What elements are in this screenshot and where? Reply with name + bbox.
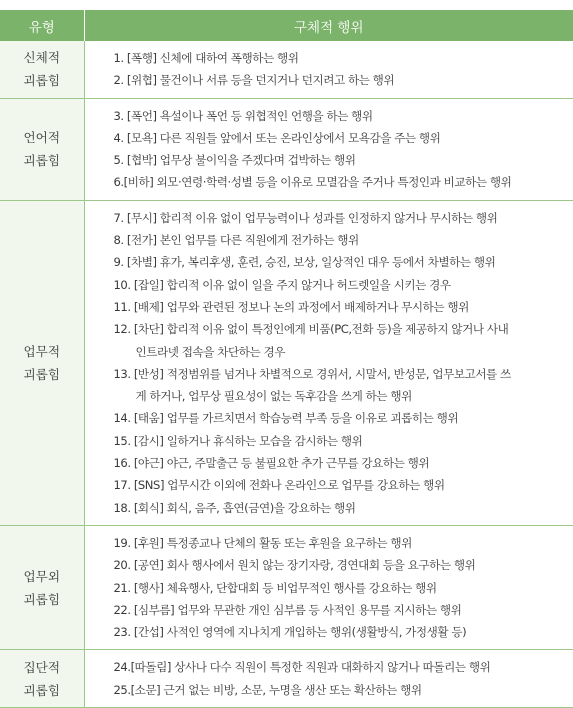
list-item: 3. [폭언] 욕설이나 폭언 등 위협적인 언행을 하는 행위 — [85, 105, 573, 127]
category-work — [0, 200, 84, 525]
list-item-continuation: 인트라넷 접속을 차단하는 경우 — [85, 341, 573, 363]
header-specific-acts: 구체적 행위 — [84, 10, 573, 41]
category-line: 괴롭힘 — [0, 679, 84, 702]
category-line: 업무외 — [0, 565, 84, 588]
list-item: 23. [간섭] 사적인 영역에 지나치게 개입하는 행위(생활방식, 가정생활 등) — [85, 621, 573, 643]
table-row — [0, 200, 573, 525]
list-item: 15. [감시] 일하거나 휴식하는 모습을 감시하는 행위 — [85, 430, 573, 452]
category-line: 신체적 — [0, 46, 84, 69]
list-item: 25.[소문] 근거 없는 비방, 소문, 누명을 생산 또는 확산하는 행위 — [85, 679, 573, 701]
header-type: 유형 — [0, 10, 84, 41]
list-item: 16. [야근] 야근, 주말출근 등 불필요한 추가 근무를 강요하는 행위 — [85, 452, 573, 474]
list-item: 2. [위협] 물건이나 서류 등을 던지거나 던지려고 하는 행위 — [85, 69, 573, 91]
category-non-work — [0, 525, 84, 649]
list-item: 24.[따돌림] 상사나 다수 직원이 특정한 직원과 대화하지 않거나 따돌리는 행위 — [85, 656, 573, 678]
items-non-work — [84, 525, 573, 649]
list-item: 18. [회식] 회식, 음주, 흡연(금연)을 강요하는 행위 — [85, 497, 573, 519]
list-item: 13. [반성] 적정범위를 넘거나 차별적으로 경위서, 시말서, 반성문, 업무보고서를 쓰 — [85, 363, 573, 385]
list-item: 9. [차별] 휴가, 복리후생, 훈련, 승진, 보상, 일상적인 대우 등에서 차별하는 행위 — [85, 251, 573, 273]
list-item: 8. [전가] 본인 업무를 다른 직원에게 전가하는 행위 — [85, 229, 573, 251]
list-item: 21. [행사] 체육행사, 단합대회 등 비업무적인 행사를 강요하는 행위 — [85, 577, 573, 599]
table-row — [0, 650, 573, 708]
items-physical — [84, 41, 573, 98]
category-group — [0, 650, 84, 708]
items-group — [84, 650, 573, 708]
category-verbal — [0, 98, 84, 200]
list-item: 1. [폭행] 신체에 대하여 폭행하는 행위 — [85, 47, 573, 69]
list-item: 11. [배제] 업무와 관련된 정보나 논의 과정에서 배제하거나 무시하는 행위 — [85, 296, 573, 318]
harassment-types-table — [0, 10, 573, 708]
category-physical — [0, 41, 84, 98]
category-line: 괴롭힘 — [0, 149, 84, 172]
list-item: 5. [협박] 업무상 불이익을 주겠다며 겁박하는 행위 — [85, 149, 573, 171]
list-item: 22. [심부름] 업무와 무관한 개인 심부름 등 사적인 용무를 지시하는 행위 — [85, 599, 573, 621]
category-line: 집단적 — [0, 656, 84, 679]
category-line: 언어적 — [0, 126, 84, 149]
table-row — [0, 41, 573, 98]
category-line: 괴롭힘 — [0, 363, 84, 386]
table-header-row — [0, 10, 573, 41]
category-line: 괴롭힘 — [0, 69, 84, 92]
items-work — [84, 200, 573, 525]
list-item: 6.[비하] 외모·연령·학력·성별 등을 이유로 모멸감을 주거나 특정인과 비교하는 행위 — [85, 171, 573, 193]
table-row — [0, 525, 573, 649]
list-item: 20. [공연] 회사 행사에서 원치 않는 장기자랑, 경연대회 등을 요구하는 행위 — [85, 554, 573, 576]
list-item: 19. [후원] 특정종교나 단체의 활동 또는 후원을 요구하는 행위 — [85, 532, 573, 554]
list-item: 7. [무시] 합리적 이유 없이 업무능력이나 성과를 인정하지 않거나 무시하는 행위 — [85, 207, 573, 229]
list-item: 12. [차단] 합리적 이유 없이 특정인에게 비품(PC,전화 등)을 제공하지 않거나 사내 — [85, 318, 573, 340]
table-row — [0, 98, 573, 200]
list-item: 14. [태움] 업무를 가르치면서 학습능력 부족 등을 이유로 괴롭히는 행위 — [85, 407, 573, 429]
list-item: 4. [모욕] 다른 직원들 앞에서 또는 온라인상에서 모욕감을 주는 행위 — [85, 127, 573, 149]
list-item-continuation: 게 하거나, 업무상 필요성이 없는 독후감을 쓰게 하는 행위 — [85, 385, 573, 407]
category-line: 업무적 — [0, 340, 84, 363]
list-item: 10. [잡일] 합리적 이유 없이 일을 주지 않거나 허드렛일을 시키는 경우 — [85, 274, 573, 296]
list-item: 17. [SNS] 업무시간 이외에 전화나 온라인으로 업무를 강요하는 행위 — [85, 474, 573, 496]
category-line: 괴롭힘 — [0, 588, 84, 611]
items-verbal — [84, 98, 573, 200]
